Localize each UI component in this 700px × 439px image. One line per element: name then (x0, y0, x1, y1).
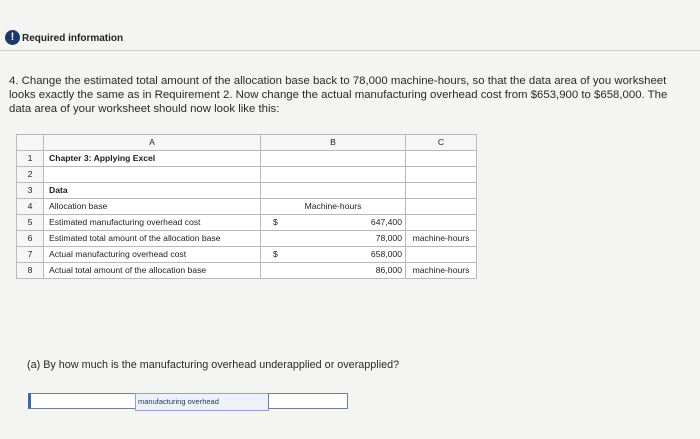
amount-input[interactable] (28, 393, 136, 409)
cell-a7: Actual manufacturing overhead cost (44, 247, 261, 263)
cell-c3 (406, 183, 477, 199)
row-number: 2 (17, 167, 44, 183)
row-number: 3 (17, 183, 44, 199)
cell-b1 (261, 151, 406, 167)
row-number: 6 (17, 231, 44, 247)
cell-b3 (261, 183, 406, 199)
column-header-b: B (261, 135, 406, 151)
column-header-c: C (406, 135, 477, 151)
table-row (17, 263, 477, 279)
table-row (17, 231, 477, 247)
instructions-text: 4. Change the estimated total amount of the allocation base back to 78,000 machine-hours, so that the data area of you worksheet looks exactly the same as in Requirement 2. Now change the actual manufacturing overhead cost from $653,900 to $658,000. The data area of your worksheet should now look like this: (9, 75, 668, 115)
table-row (17, 183, 477, 199)
row-number: 5 (17, 215, 44, 231)
under-over-select[interactable] (268, 393, 348, 409)
cell-a8: Actual total amount of the allocation base (44, 263, 261, 279)
cell-c2 (406, 167, 477, 183)
cell-c5 (406, 215, 477, 231)
cell-a2 (44, 167, 261, 183)
cell-b5-value: 647,400 (370, 217, 402, 227)
cell-c1 (406, 151, 477, 167)
corner-cell (17, 135, 44, 151)
table-row (17, 151, 477, 167)
cell-a3: Data (44, 183, 261, 199)
table-row (17, 199, 477, 215)
cell-a1: Chapter 3: Applying Excel (44, 151, 261, 167)
cell-a6: Estimated total amount of the allocation base (44, 231, 261, 247)
column-header-a: A (44, 135, 261, 151)
question-text: (a) By how much is the manufacturing overhead underapplied or overapplied? (27, 359, 400, 371)
table-row (17, 215, 477, 231)
row-number: 1 (17, 151, 44, 167)
row-number: 7 (17, 247, 44, 263)
cell-c7 (406, 247, 477, 263)
cell-c4 (406, 199, 477, 215)
cell-c6: machine-hours (406, 231, 477, 247)
cell-b7-value: 658,000 (370, 249, 402, 259)
cell-b5 (261, 215, 406, 231)
header-divider (0, 50, 700, 51)
answer-label: manufacturing overhead (135, 393, 269, 411)
table-row (17, 247, 477, 263)
cell-b4: Machine-hours (261, 199, 406, 215)
dollar-sign: $ (273, 217, 278, 227)
required-info-header (0, 28, 700, 56)
table-row (17, 167, 477, 183)
row-number: 4 (17, 199, 44, 215)
column-header-row (17, 135, 477, 151)
cell-b7 (261, 247, 406, 263)
cell-b8: 86,000 (261, 263, 406, 279)
cell-a5: Estimated manufacturing overhead cost (44, 215, 261, 231)
cell-b6: 78,000 (261, 231, 406, 247)
cell-c8: machine-hours (406, 263, 477, 279)
worksheet-table (16, 134, 477, 279)
row-number: 8 (17, 263, 44, 279)
dollar-sign: $ (273, 249, 278, 259)
info-icon: ! (5, 30, 20, 45)
cell-a4: Allocation base (44, 199, 261, 215)
cell-b2 (261, 167, 406, 183)
header-title: Required information (22, 33, 124, 44)
